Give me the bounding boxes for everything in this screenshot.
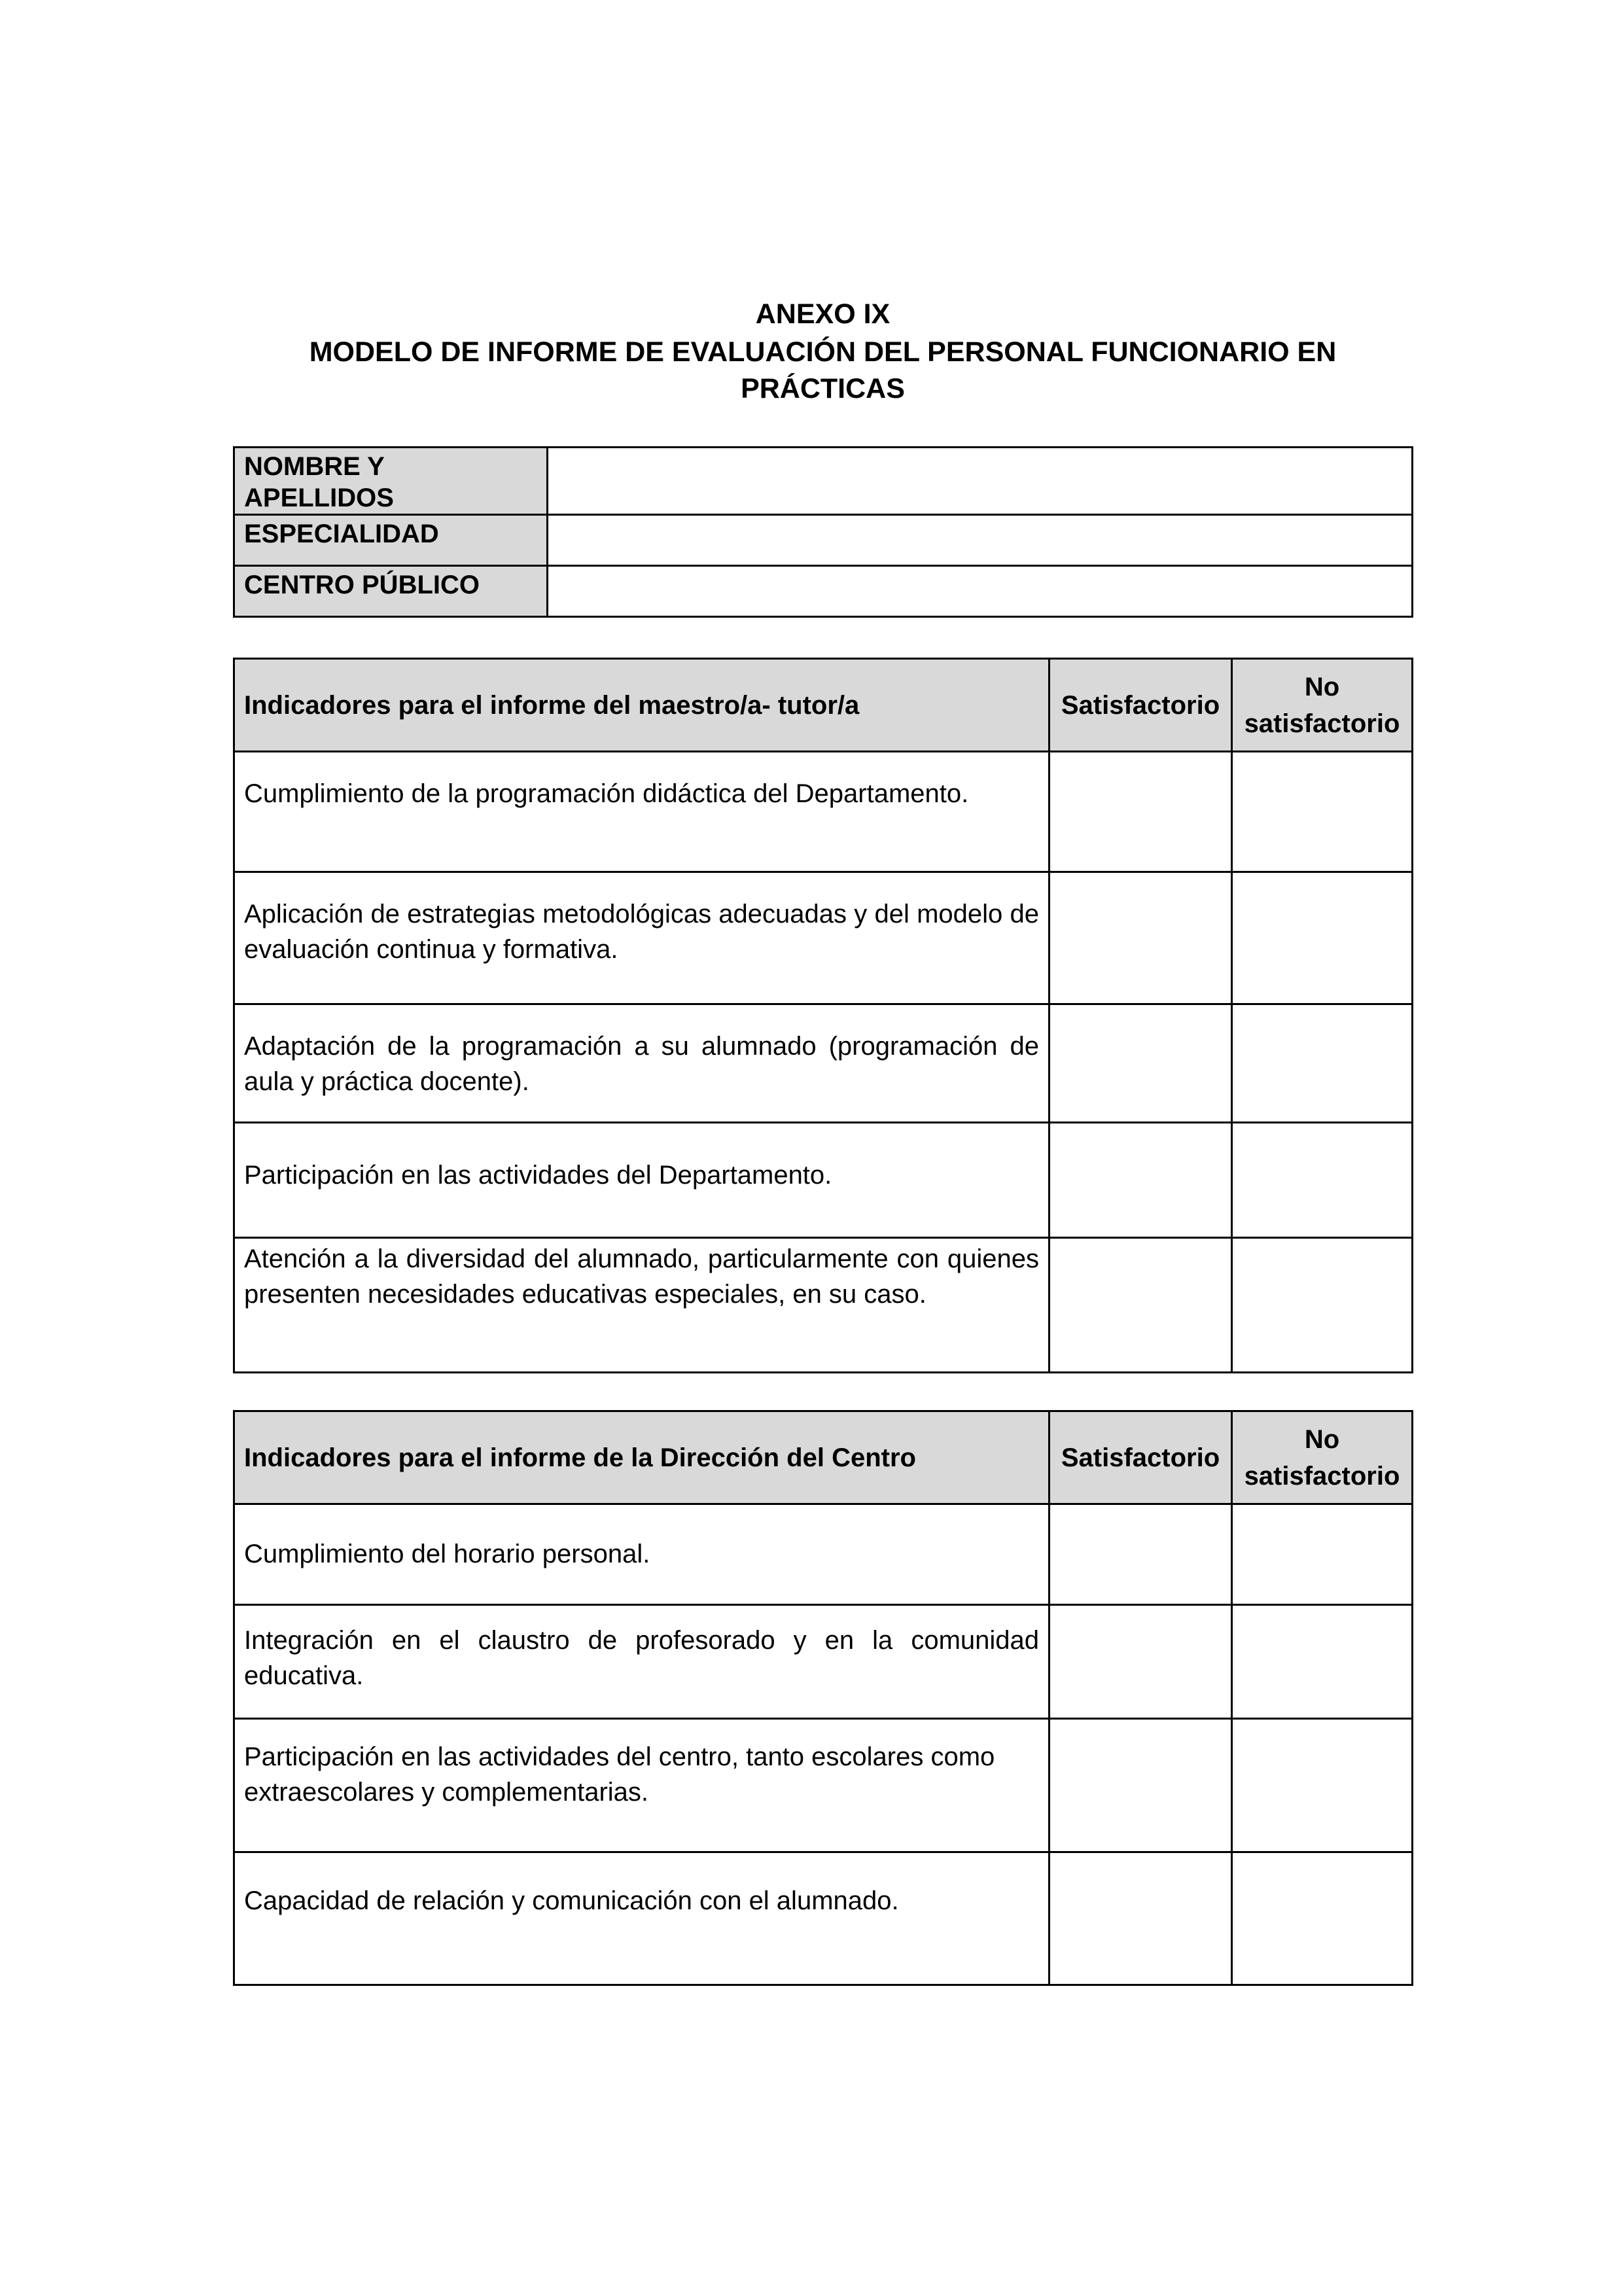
satisfactory-cell[interactable]	[1050, 1504, 1232, 1605]
table-row	[234, 1852, 1413, 1985]
not-satisfactory-cell[interactable]	[1232, 872, 1413, 1004]
indicator-text: Aplicación de estrategias metodológicas adecuadas y del modelo de evaluación continua y formativa.	[234, 872, 1050, 1004]
table-row	[234, 872, 1413, 1004]
not-satisfactory-cell[interactable]	[1232, 1123, 1413, 1238]
indicator-text: Integración en el claustro de profesorado y en la comunidad educativa.	[234, 1605, 1050, 1719]
tutor-header-label: Indicadores para el informe del maestro/a- tutor/a	[234, 659, 1050, 752]
direction-col-not-satisfactory: No satisfactorio	[1232, 1411, 1413, 1504]
direction-col-satisfactory: Satisfactorio	[1050, 1411, 1232, 1504]
satisfactory-cell[interactable]	[1050, 1719, 1232, 1852]
identity-row-specialty	[234, 515, 1413, 566]
indicator-text: Capacidad de relación y comunicación con el alumnado.	[234, 1852, 1050, 1985]
annex-title: ANEXO IX	[755, 298, 891, 330]
not-satisfactory-cell[interactable]	[1232, 1852, 1413, 1985]
table-row	[234, 752, 1413, 872]
name-label: NOMBRE Y APELLIDOS	[234, 448, 548, 515]
tutor-table-header	[234, 659, 1413, 752]
tutor-col-satisfactory: Satisfactorio	[1050, 659, 1232, 752]
direction-header-label: Indicadores para el informe de la Dirección del Centro	[234, 1411, 1050, 1504]
indicator-text: Participación en las actividades del centro, tanto escolares como extraescolares y complementarias.	[234, 1719, 1050, 1852]
satisfactory-cell[interactable]	[1050, 1123, 1232, 1238]
not-satisfactory-cell[interactable]	[1232, 1004, 1413, 1123]
satisfactory-cell[interactable]	[1050, 752, 1232, 872]
indicator-text: Cumplimiento de la programación didáctica del Departamento.	[234, 752, 1050, 872]
identity-row-center	[234, 566, 1413, 617]
identity-table	[233, 446, 1413, 618]
direction-indicators-table	[233, 1410, 1413, 1986]
satisfactory-cell[interactable]	[1050, 1605, 1232, 1719]
not-satisfactory-cell[interactable]	[1232, 1238, 1413, 1373]
table-row	[234, 1123, 1413, 1238]
indicator-text: Atención a la diversidad del alumnado, particularmente con quienes presenten necesidades educativas especiales, en su caso.	[234, 1238, 1050, 1373]
document-title: MODELO DE INFORME DE EVALUACIÓN DEL PERSONAL FUNCIONARIO EN PRÁCTICAS	[309, 336, 1337, 404]
center-label: CENTRO PÚBLICO	[234, 566, 548, 617]
indicator-text: Participación en las actividades del Departamento.	[234, 1123, 1050, 1238]
satisfactory-cell[interactable]	[1050, 1238, 1232, 1373]
satisfactory-cell[interactable]	[1050, 1004, 1232, 1123]
not-satisfactory-cell[interactable]	[1232, 1605, 1413, 1719]
table-row	[234, 1004, 1413, 1123]
direction-table-header	[234, 1411, 1413, 1504]
name-field[interactable]	[548, 448, 1413, 515]
table-row	[234, 1605, 1413, 1719]
satisfactory-cell[interactable]	[1050, 872, 1232, 1004]
table-row	[234, 1238, 1413, 1373]
not-satisfactory-cell[interactable]	[1232, 1719, 1413, 1852]
tutor-col-not-satisfactory: No satisfactorio	[1232, 659, 1413, 752]
identity-row-name	[234, 448, 1413, 515]
satisfactory-cell[interactable]	[1050, 1852, 1232, 1985]
indicator-text: Adaptación de la programación a su alumnado (programación de aula y práctica docente).	[234, 1004, 1050, 1123]
center-field[interactable]	[548, 566, 1413, 617]
specialty-field[interactable]	[548, 515, 1413, 566]
not-satisfactory-cell[interactable]	[1232, 752, 1413, 872]
table-row	[234, 1719, 1413, 1852]
table-row	[234, 1504, 1413, 1605]
indicator-text: Cumplimiento del horario personal.	[234, 1504, 1050, 1605]
tutor-indicators-table	[233, 658, 1413, 1373]
specialty-label: ESPECIALIDAD	[234, 515, 548, 566]
not-satisfactory-cell[interactable]	[1232, 1504, 1413, 1605]
